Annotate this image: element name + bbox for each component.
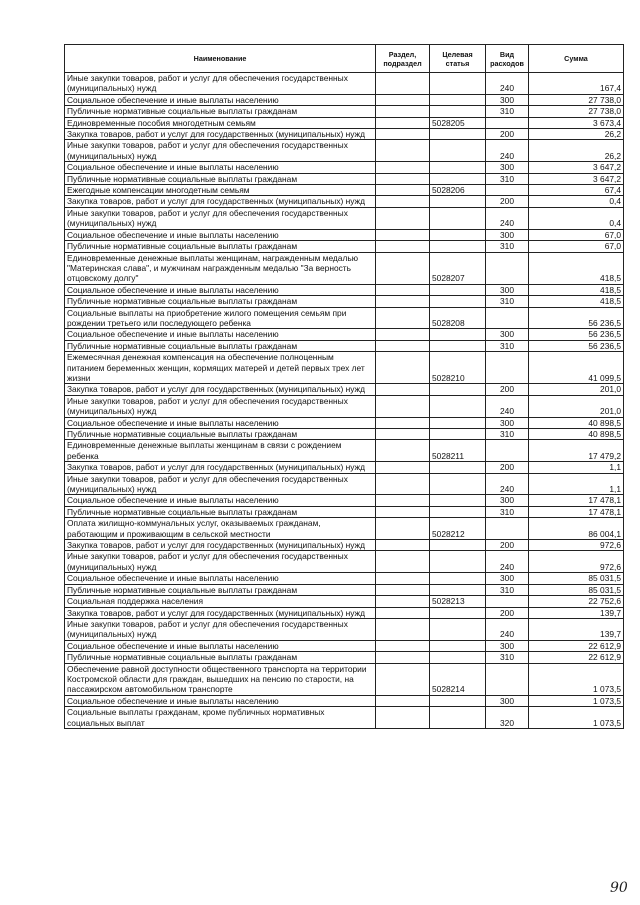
cell-name: Иные закупки товаров, работ и услуг для обеспечения государственных (муниципальных) нужд (65, 73, 376, 95)
cell-name: Публичные нормативные социальные выплаты гражданам (65, 429, 376, 440)
cell-section (376, 584, 430, 595)
cell-target (430, 573, 486, 584)
cell-target (430, 640, 486, 651)
cell-section (376, 417, 430, 428)
cell-name: Социальное обеспечение и иные выплаты населению (65, 573, 376, 584)
table-row (65, 440, 624, 462)
cell-section (376, 252, 430, 284)
cell-section (376, 296, 430, 307)
cell-name: Ежегодные компенсации многодетным семьям (65, 185, 376, 196)
cell-sum: 0,4 (529, 196, 624, 207)
cell-section (376, 607, 430, 618)
cell-name: Закупка товаров, работ и услуг для государственных (муниципальных) нужд (65, 462, 376, 473)
cell-section (376, 340, 430, 351)
cell-section (376, 284, 430, 295)
cell-type: 300 (486, 495, 529, 506)
cell-section (376, 329, 430, 340)
cell-type (486, 518, 529, 540)
table-row (65, 140, 624, 162)
cell-sum: 17 479,2 (529, 440, 624, 462)
cell-sum: 1,1 (529, 462, 624, 473)
table-row (65, 352, 624, 384)
cell-type: 240 (486, 73, 529, 95)
cell-sum: 418,5 (529, 252, 624, 284)
cell-name: Единовременные денежные выплаты женщинам, награжденным медалью "Материнская слава", и мужчинам награжденным медалью "За верность отцовскому долгу" (65, 252, 376, 284)
cell-section (376, 462, 430, 473)
cell-target (430, 196, 486, 207)
cell-type: 200 (486, 462, 529, 473)
cell-name: Социальное обеспечение и иные выплаты населению (65, 329, 376, 340)
cell-name: Иные закупки товаров, работ и услуг для обеспечения государственных (муниципальных) нужд (65, 618, 376, 640)
cell-type (486, 440, 529, 462)
cell-section (376, 106, 430, 117)
cell-sum: 167,4 (529, 73, 624, 95)
cell-section (376, 129, 430, 140)
cell-name: Социальное обеспечение и иные выплаты населению (65, 417, 376, 428)
cell-type (486, 352, 529, 384)
table-row (65, 384, 624, 395)
table-row (65, 551, 624, 573)
cell-name: Закупка товаров, работ и услуг для государственных (муниципальных) нужд (65, 540, 376, 551)
cell-type: 300 (486, 640, 529, 651)
cell-section (376, 652, 430, 663)
cell-sum: 41 099,5 (529, 352, 624, 384)
header-name: Наименование (65, 45, 376, 73)
table-row (65, 473, 624, 495)
table-row (65, 185, 624, 196)
table-row (65, 495, 624, 506)
table-row (65, 94, 624, 105)
cell-name: Публичные нормативные социальные выплаты гражданам (65, 173, 376, 184)
cell-section (376, 241, 430, 252)
header-type: Вид расходов (486, 45, 529, 73)
cell-name: Закупка товаров, работ и услуг для государственных (муниципальных) нужд (65, 384, 376, 395)
table-row (65, 695, 624, 706)
cell-type: 200 (486, 607, 529, 618)
cell-target (430, 462, 486, 473)
cell-target (430, 652, 486, 663)
cell-section (376, 551, 430, 573)
cell-sum: 26,2 (529, 129, 624, 140)
cell-section (376, 596, 430, 607)
cell-sum: 1 073,5 (529, 663, 624, 695)
cell-type: 300 (486, 229, 529, 240)
cell-section (376, 73, 430, 95)
cell-section (376, 196, 430, 207)
cell-sum: 27 738,0 (529, 106, 624, 117)
cell-name: Ежемесячная денежная компенсация на обеспечение полноценным питанием беременных женщин, кормящих матерей и детей первых трех лет жизни (65, 352, 376, 384)
cell-sum: 201,0 (529, 395, 624, 417)
cell-section (376, 618, 430, 640)
cell-section (376, 707, 430, 729)
cell-sum: 1,1 (529, 473, 624, 495)
table-row (65, 417, 624, 428)
cell-type: 310 (486, 241, 529, 252)
cell-name: Иные закупки товаров, работ и услуг для обеспечения государственных (муниципальных) нужд (65, 140, 376, 162)
cell-section (376, 229, 430, 240)
cell-type: 310 (486, 652, 529, 663)
cell-target (430, 495, 486, 506)
cell-section (376, 695, 430, 706)
table-row (65, 73, 624, 95)
cell-target (430, 340, 486, 351)
cell-name: Закупка товаров, работ и услуг для государственных (муниципальных) нужд (65, 196, 376, 207)
cell-type: 310 (486, 296, 529, 307)
cell-sum: 22 752,6 (529, 596, 624, 607)
cell-sum: 17 478,1 (529, 495, 624, 506)
cell-sum: 67,0 (529, 229, 624, 240)
cell-sum: 3 647,2 (529, 173, 624, 184)
cell-target (430, 229, 486, 240)
cell-target: 5028213 (430, 596, 486, 607)
cell-section (376, 518, 430, 540)
cell-type: 200 (486, 384, 529, 395)
table-row (65, 129, 624, 140)
cell-sum: 418,5 (529, 296, 624, 307)
cell-type: 300 (486, 94, 529, 105)
cell-type: 300 (486, 284, 529, 295)
cell-type (486, 663, 529, 695)
cell-target (430, 329, 486, 340)
table-row (65, 162, 624, 173)
table-row (65, 207, 624, 229)
cell-type: 240 (486, 473, 529, 495)
cell-type: 240 (486, 618, 529, 640)
cell-name: Социальное обеспечение и иные выплаты населению (65, 640, 376, 651)
cell-name: Обеспечение равной доступности общественного транспорта на территории Костромской области для граждан, вышедших на пенсию по старости, на пассажирском автомобильном транспорте (65, 663, 376, 695)
cell-target (430, 106, 486, 117)
table-row (65, 340, 624, 351)
cell-target (430, 73, 486, 95)
cell-name: Социальные выплаты на приобретение жилого помещения семьям при рождении третьего или последующего ребенка (65, 307, 376, 329)
table-row (65, 663, 624, 695)
cell-type (486, 307, 529, 329)
table-row (65, 296, 624, 307)
table-row (65, 173, 624, 184)
cell-sum: 86 004,1 (529, 518, 624, 540)
cell-sum: 27 738,0 (529, 94, 624, 105)
cell-sum: 67,0 (529, 241, 624, 252)
cell-target (430, 618, 486, 640)
cell-section (376, 540, 430, 551)
cell-target (430, 429, 486, 440)
cell-name: Иные закупки товаров, работ и услуг для обеспечения государственных (муниципальных) нужд (65, 473, 376, 495)
cell-sum: 3 647,2 (529, 162, 624, 173)
cell-name: Социальное обеспечение и иные выплаты населению (65, 94, 376, 105)
cell-type: 240 (486, 207, 529, 229)
cell-section (376, 473, 430, 495)
cell-section (376, 173, 430, 184)
header-section: Раздел, подраздел (376, 45, 430, 73)
table-row (65, 284, 624, 295)
cell-type: 310 (486, 173, 529, 184)
cell-name: Социальное обеспечение и иные выплаты населению (65, 495, 376, 506)
cell-sum: 67,4 (529, 185, 624, 196)
cell-name: Оплата жилищно-коммунальных услуг, оказываемых гражданам, работающим и проживающим в сельской местности (65, 518, 376, 540)
table-row (65, 607, 624, 618)
cell-name: Иные закупки товаров, работ и услуг для обеспечения государственных (муниципальных) нужд (65, 207, 376, 229)
cell-section (376, 495, 430, 506)
page-number: 90 (610, 880, 628, 896)
cell-target: 5028211 (430, 440, 486, 462)
cell-target: 5028212 (430, 518, 486, 540)
table-row (65, 506, 624, 517)
cell-target (430, 162, 486, 173)
cell-sum: 26,2 (529, 140, 624, 162)
cell-sum: 972,6 (529, 551, 624, 573)
cell-section (376, 207, 430, 229)
cell-name: Публичные нормативные социальные выплаты гражданам (65, 652, 376, 663)
table-row (65, 573, 624, 584)
cell-name: Иные закупки товаров, работ и услуг для обеспечения государственных (муниципальных) нужд (65, 551, 376, 573)
cell-name: Социальное обеспечение и иные выплаты населению (65, 229, 376, 240)
cell-sum: 0,4 (529, 207, 624, 229)
cell-sum: 56 236,5 (529, 340, 624, 351)
cell-sum: 418,5 (529, 284, 624, 295)
cell-type (486, 185, 529, 196)
cell-section (376, 663, 430, 695)
cell-sum: 1 073,5 (529, 695, 624, 706)
cell-name: Социальное обеспечение и иные выплаты населению (65, 695, 376, 706)
cell-type (486, 596, 529, 607)
table-row (65, 652, 624, 663)
cell-sum: 1 073,5 (529, 707, 624, 729)
cell-target (430, 607, 486, 618)
cell-type: 240 (486, 551, 529, 573)
table-row (65, 395, 624, 417)
header-sum: Сумма (529, 45, 624, 73)
cell-section (376, 640, 430, 651)
cell-target (430, 241, 486, 252)
table-row (65, 707, 624, 729)
cell-type: 300 (486, 417, 529, 428)
cell-section (376, 440, 430, 462)
table-row (65, 329, 624, 340)
cell-type: 200 (486, 540, 529, 551)
table-row (65, 429, 624, 440)
table-row (65, 540, 624, 551)
cell-target: 5028205 (430, 117, 486, 128)
cell-target (430, 284, 486, 295)
table-row (65, 196, 624, 207)
cell-target (430, 140, 486, 162)
cell-target: 5028214 (430, 663, 486, 695)
table-row (65, 618, 624, 640)
cell-name: Публичные нормативные социальные выплаты гражданам (65, 340, 376, 351)
cell-type: 310 (486, 340, 529, 351)
cell-section (376, 429, 430, 440)
cell-target: 5028206 (430, 185, 486, 196)
cell-target (430, 540, 486, 551)
cell-type: 300 (486, 162, 529, 173)
table-row (65, 307, 624, 329)
cell-target (430, 506, 486, 517)
cell-type: 200 (486, 129, 529, 140)
cell-target (430, 173, 486, 184)
table-row (65, 596, 624, 607)
cell-name: Единовременные денежные выплаты женщинам в связи с рождением ребенка (65, 440, 376, 462)
cell-target: 5028210 (430, 352, 486, 384)
cell-sum: 40 898,5 (529, 429, 624, 440)
cell-type: 240 (486, 395, 529, 417)
cell-name: Публичные нормативные социальные выплаты гражданам (65, 241, 376, 252)
cell-target (430, 296, 486, 307)
budget-table (64, 44, 624, 729)
cell-target (430, 695, 486, 706)
cell-type: 310 (486, 429, 529, 440)
cell-type: 200 (486, 196, 529, 207)
cell-sum: 56 236,5 (529, 329, 624, 340)
cell-target (430, 551, 486, 573)
table-row (65, 117, 624, 128)
cell-sum: 201,0 (529, 384, 624, 395)
cell-type: 320 (486, 707, 529, 729)
cell-sum: 85 031,5 (529, 573, 624, 584)
cell-name: Публичные нормативные социальные выплаты гражданам (65, 106, 376, 117)
cell-sum: 139,7 (529, 618, 624, 640)
cell-name: Публичные нормативные социальные выплаты гражданам (65, 584, 376, 595)
cell-type: 310 (486, 106, 529, 117)
cell-target (430, 94, 486, 105)
cell-type: 300 (486, 695, 529, 706)
cell-section (376, 395, 430, 417)
cell-target: 5028207 (430, 252, 486, 284)
cell-type (486, 117, 529, 128)
cell-name: Иные закупки товаров, работ и услуг для обеспечения государственных (муниципальных) нужд (65, 395, 376, 417)
cell-sum: 972,6 (529, 540, 624, 551)
cell-target (430, 207, 486, 229)
cell-name: Единовременные пособия многодетным семьям (65, 117, 376, 128)
cell-name: Социальное обеспечение и иные выплаты населению (65, 162, 376, 173)
cell-target (430, 584, 486, 595)
cell-type: 310 (486, 584, 529, 595)
cell-target (430, 129, 486, 140)
cell-section (376, 140, 430, 162)
cell-section (376, 506, 430, 517)
cell-section (376, 117, 430, 128)
cell-target (430, 417, 486, 428)
table-row (65, 252, 624, 284)
cell-type: 300 (486, 573, 529, 584)
cell-target (430, 473, 486, 495)
cell-section (376, 94, 430, 105)
cell-section (376, 384, 430, 395)
cell-sum: 56 236,5 (529, 307, 624, 329)
cell-name: Закупка товаров, работ и услуг для государственных (муниципальных) нужд (65, 129, 376, 140)
cell-target (430, 384, 486, 395)
cell-name: Закупка товаров, работ и услуг для государственных (муниципальных) нужд (65, 607, 376, 618)
cell-type: 300 (486, 329, 529, 340)
header-target: Целевая статья (430, 45, 486, 73)
table-row (65, 640, 624, 651)
header-row (65, 45, 624, 73)
table-row (65, 462, 624, 473)
cell-target: 5028208 (430, 307, 486, 329)
cell-type (486, 252, 529, 284)
cell-section (376, 352, 430, 384)
cell-sum: 17 478,1 (529, 506, 624, 517)
cell-type: 240 (486, 140, 529, 162)
table-row (65, 106, 624, 117)
table-row (65, 229, 624, 240)
table-body (65, 73, 624, 729)
cell-section (376, 162, 430, 173)
cell-name: Социальная поддержка населения (65, 596, 376, 607)
cell-type: 310 (486, 506, 529, 517)
cell-name: Социальное обеспечение и иные выплаты населению (65, 284, 376, 295)
cell-sum: 22 612,9 (529, 652, 624, 663)
cell-name: Социальные выплаты гражданам, кроме публичных нормативных социальных выплат (65, 707, 376, 729)
cell-name: Публичные нормативные социальные выплаты гражданам (65, 506, 376, 517)
table-row (65, 241, 624, 252)
cell-section (376, 307, 430, 329)
cell-section (376, 573, 430, 584)
table-row (65, 518, 624, 540)
cell-sum: 40 898,5 (529, 417, 624, 428)
cell-section (376, 185, 430, 196)
cell-target (430, 395, 486, 417)
cell-target (430, 707, 486, 729)
cell-sum: 22 612,9 (529, 640, 624, 651)
cell-name: Публичные нормативные социальные выплаты гражданам (65, 296, 376, 307)
cell-sum: 3 673,4 (529, 117, 624, 128)
cell-sum: 85 031,5 (529, 584, 624, 595)
table-row (65, 584, 624, 595)
cell-sum: 139,7 (529, 607, 624, 618)
